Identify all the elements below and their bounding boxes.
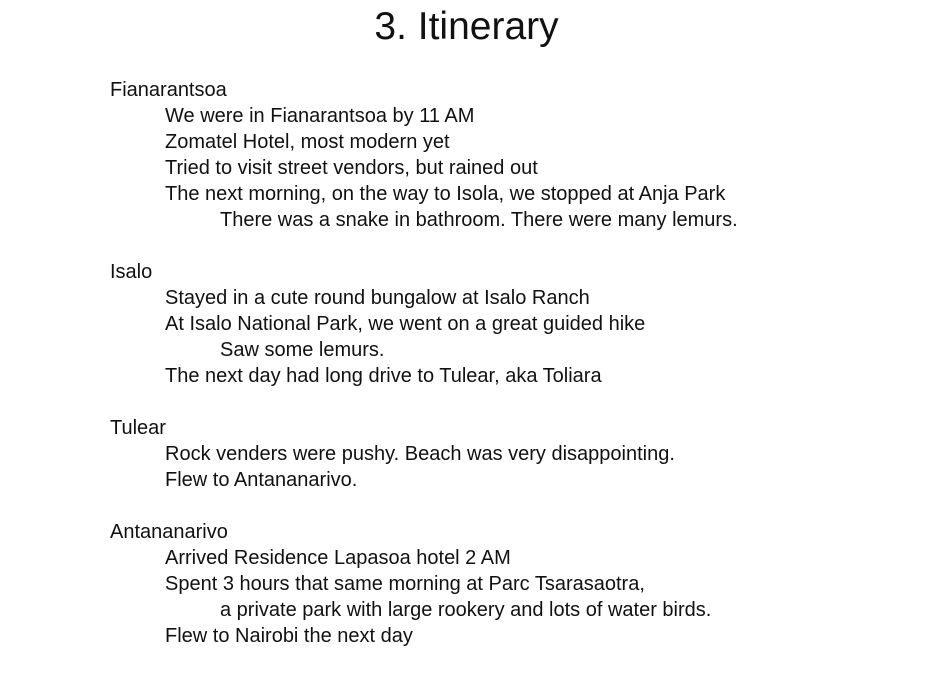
itinerary-line: Zomatel Hotel, most modern yet bbox=[165, 131, 450, 153]
section-isalo bbox=[110, 259, 913, 389]
section-antananarivo bbox=[110, 519, 913, 649]
itinerary-line: Spent 3 hours that same morning at Parc Tsarasaotra, bbox=[165, 573, 645, 595]
section-heading: Fianarantsoa bbox=[110, 79, 227, 101]
itinerary-line: We were in Fianarantsoa by 11 AM bbox=[165, 105, 475, 127]
section-heading: Tulear bbox=[110, 417, 166, 439]
itinerary-line: Rock venders were pushy. Beach was very disappointing. bbox=[165, 443, 675, 465]
section-heading: Isalo bbox=[110, 261, 153, 283]
itinerary-subline: There was a snake in bathroom. There were many lemurs. bbox=[220, 209, 738, 231]
page-title: 3. Itinerary bbox=[374, 5, 559, 48]
section-tulear bbox=[110, 415, 913, 493]
itinerary-subline: Saw some lemurs. bbox=[220, 339, 385, 361]
itinerary-body bbox=[110, 77, 913, 675]
section-heading: Antananarivo bbox=[110, 521, 228, 543]
itinerary-line: Flew to Antananarivo. bbox=[165, 469, 358, 491]
itinerary-line: Stayed in a cute round bungalow at Isalo Ranch bbox=[165, 287, 590, 309]
itinerary-line: The next morning, on the way to Isola, we stopped at Anja Park bbox=[165, 183, 726, 205]
itinerary-line: Arrived Residence Lapasoa hotel 2 AM bbox=[165, 547, 511, 569]
itinerary-line: Tried to visit street vendors, but rained out bbox=[165, 157, 538, 179]
itinerary-line: The next day had long drive to Tulear, aka Toliara bbox=[165, 365, 602, 387]
itinerary-line: At Isalo National Park, we went on a great guided hike bbox=[165, 313, 646, 335]
itinerary-subline: a private park with large rookery and lots of water birds. bbox=[220, 599, 712, 621]
itinerary-line: Flew to Nairobi the next day bbox=[165, 625, 413, 647]
section-fianarantsoa bbox=[110, 77, 913, 233]
